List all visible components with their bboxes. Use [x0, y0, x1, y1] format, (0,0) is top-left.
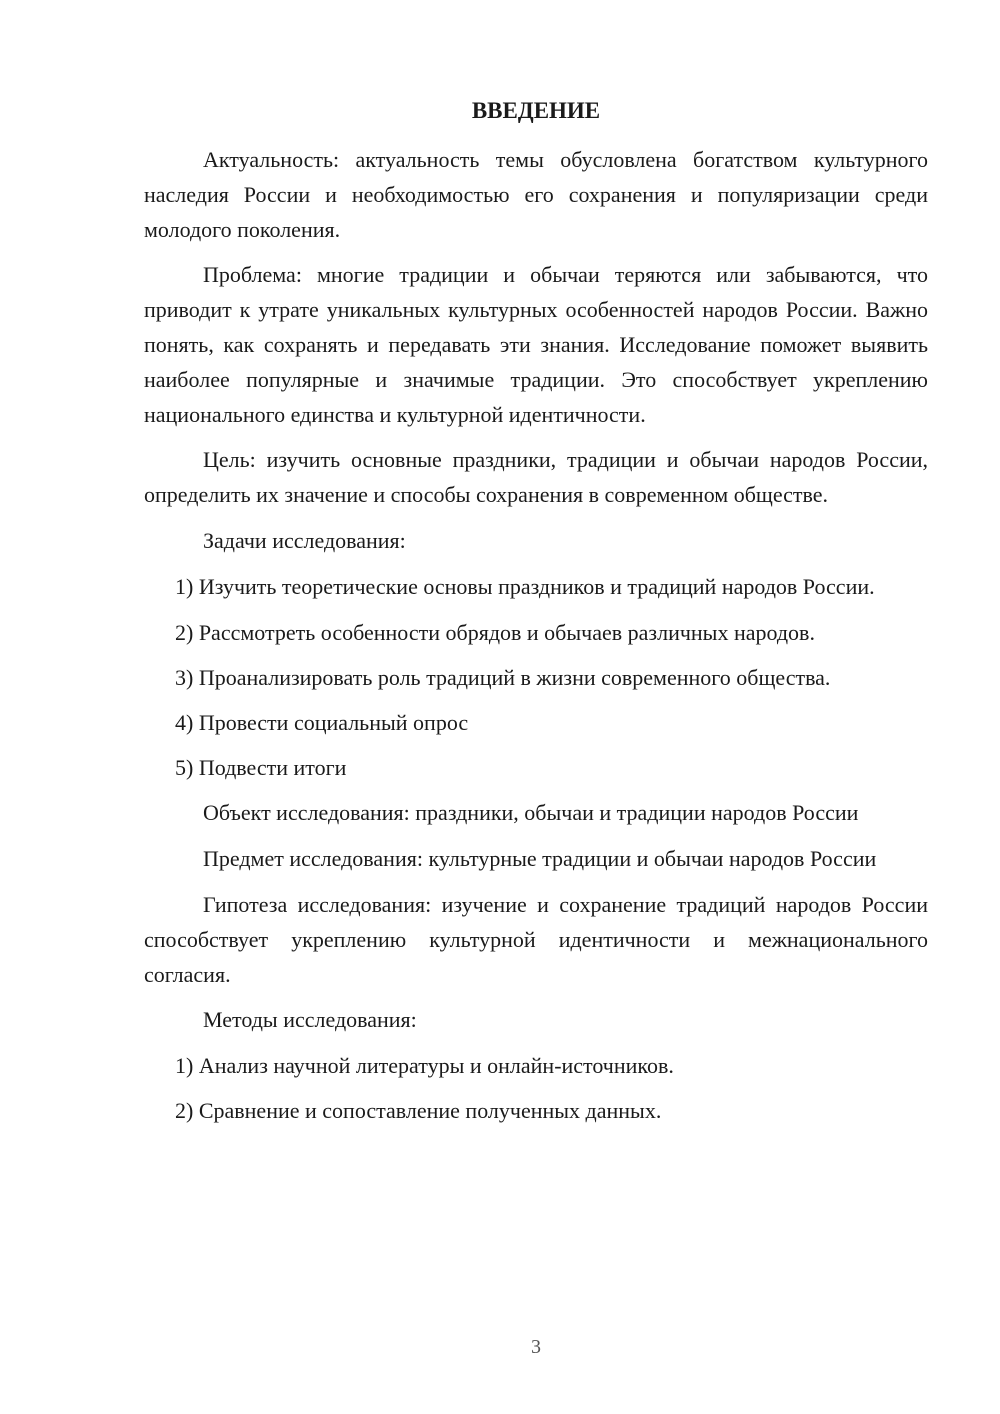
paragraph-hypothesis: Гипотеза исследования: изучение и сохранение традиций народов России способствует укреплению культурной идентичности и межнационального согласия. — [144, 892, 928, 987]
paragraph-relevance: Актуальность: актуальность темы обусловлена богатством культурного наследия России и необходимостью его сохранения и популяризации среди молодого поколения. — [144, 147, 928, 242]
section-heading: ВВЕДЕНИЕ — [471, 98, 601, 123]
paragraph-goal: Цель: изучить основные праздники, традиции и обычаи народов России, определить их значение и способы сохранения в современном обществе. — [144, 447, 928, 507]
paragraph-object: Объект исследования: праздники, обычаи и традиции народов России — [203, 800, 859, 825]
tasks-title: Задачи исследования: — [203, 528, 406, 553]
paragraph-problem: Проблема: многие традиции и обычаи теряются или забываются, что приводит к утрате уникальных культурных особенностей народов России. Важно понять, как сохранять и передавать эти знания. Исследование поможет выявить наиболее популярные и значимые традиции. Это способствует укреплению национального единства и культурной идентичности. — [144, 262, 928, 427]
method-item-2: 2) Сравнение и сопоставление полученных данных. — [175, 1098, 662, 1123]
task-item-5: 5) Подвести итоги — [175, 755, 347, 780]
task-item-2: 2) Рассмотреть особенности обрядов и обычаев различных народов. — [175, 620, 815, 645]
document-body — [144, 142, 928, 1128]
method-item-1: 1) Анализ научной литературы и онлайн-источников. — [175, 1053, 674, 1078]
task-item-1: 1) Изучить теоретические основы праздников и традиций народов России. — [175, 574, 875, 599]
page-number: 3 — [531, 1336, 541, 1358]
task-item-3: 3) Проанализировать роль традиций в жизни современного общества. — [175, 665, 831, 690]
paragraph-subject: Предмет исследования: культурные традиции и обычаи народов России — [203, 846, 877, 871]
task-item-4: 4) Провести социальный опрос — [175, 710, 469, 735]
methods-title: Методы исследования: — [203, 1007, 417, 1032]
